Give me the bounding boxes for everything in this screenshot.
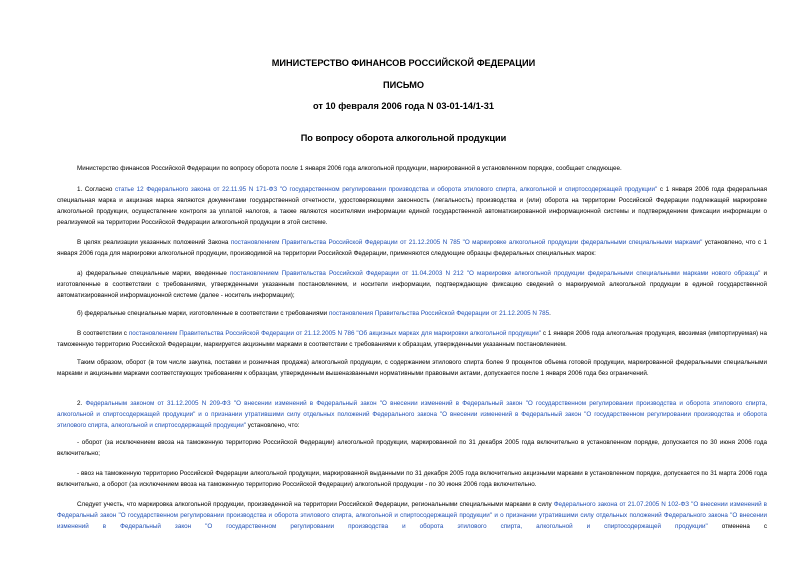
link-resolution-786[interactable]: постановлением Правительства Российской Федерации от 21.12.2005 N 786 "Об акцизных марках для маркировки алкогольной продукции" bbox=[128, 330, 541, 337]
paragraph-intro: Министерство финансов Российской Федерации по вопросу оборота после 1 января 2006 года алкогольной продукции, маркированной в установленном порядке, сообщает следующее. bbox=[77, 165, 622, 172]
link-law-171-fz-article-12[interactable]: статье 12 Федерального закона от 22.11.95 N 171-ФЗ "О государственном регулировании производства и оборота этилового спирта, алкогольной и спиртосодержащей продукции" bbox=[115, 186, 658, 193]
paragraph-7-text-a: 2. bbox=[77, 400, 86, 407]
paragraph-8: - оборот (за исключением ввоза на таможенную территорию Российской Федерации) алкогольной продукции, маркированной по 31 декабря 2005 года включительно в установленном порядке, допускается по 30 июня 2006 года включительно; bbox=[57, 439, 767, 457]
link-law-209-fz[interactable]: Федеральным законом от 31.12.2005 N 209-ФЗ "О внесении изменений в Федеральный закон "О внесении изменений в Федеральный закон "О государственном регулировании производства и оборота этилового спирта, алкогольной и спиртосодержащей продукции" и о признании утратившими силу отдельных положений Федерального закона "О внесении изменений в Федеральный закон "О государственном регулировании производства и оборота этилового спирта, алкогольной и спиртосодержащей продукции" bbox=[57, 400, 767, 429]
paragraph-9: - ввоз на таможенную территорию Российской Федерации алкогольной продукции, маркированной выданными по 31 декабря 2005 года включительно акцизными марками в установленном порядке, допускается по 31 марта 2006 года включительно, а оборот (за исключением ввоза на таможенную территорию Российской Федерации) алкогольной продукции - по 30 июня 2006 года включительно. bbox=[57, 470, 767, 488]
paragraph-1 bbox=[57, 184, 767, 228]
paragraph-5 bbox=[57, 328, 767, 350]
paragraph-10 bbox=[57, 499, 767, 532]
paragraph-5-text-b: с 1 января 2006 года алкогольная продукция, ввозимая (импортируемая) на таможенную территорию Российской Федерации, маркируется акцизными марками в соответствии с требованиями к образцам, утвержденными указанным постановлением. bbox=[57, 330, 767, 348]
link-resolution-785-requirements[interactable]: постановления Правительства Российской Федерации от 21.12.2005 N 785 bbox=[328, 310, 550, 317]
paragraph-4-text-a: б) федеральные специальные марки, изготовленные в соответствии с требованиями bbox=[77, 310, 329, 317]
paragraph-2 bbox=[57, 237, 767, 259]
paragraph-2-text-b: установлено, что с 1 января 2006 года для маркировки алкогольной продукции, производимой на территории Российской Федерации, применяются следующие образцы федеральных специальных марок: bbox=[57, 239, 767, 257]
document-date-number: от 10 февраля 2006 года N 03-01-14/1-31 bbox=[313, 101, 494, 111]
document-subject: По вопросу оборота алкогольной продукции bbox=[300, 133, 507, 143]
paragraph-10-text-a: Следует учесть, что маркировка алкогольной продукции, произведенной на территории Российской Федерации, региональными специальными марками в силу bbox=[77, 501, 554, 508]
link-law-102-fz[interactable]: Федерального закона от 21.07.2005 N 102-ФЗ "О внесении изменений в Федеральный закон "О государственном регулировании производства и оборота этилового спирта, алкогольной и спиртосодержащей продукции" и о признании утратившими силу отдельных положений Федерального закона "О внесении изменений в Федеральный закон "О государственном регулировании производства и оборота этилового спирта, алкогольной и спиртосодержащей продукции" bbox=[57, 501, 767, 530]
link-resolution-212[interactable]: постановлением Правительства Российской Федерации от 11.04.2003 N 212 "О маркировке алкогольной продукции федеральными специальными марками нового образца" bbox=[230, 270, 761, 277]
paragraph-7 bbox=[57, 398, 767, 431]
paragraph-4-text-b: . bbox=[549, 310, 551, 317]
paragraph-7-text-b: установлено, что: bbox=[246, 422, 300, 429]
paragraph-1-text-a: 1. Согласно bbox=[77, 186, 116, 193]
paragraph-3-item-a bbox=[57, 268, 767, 301]
paragraph-5-text-a: В соответствии с bbox=[77, 330, 129, 337]
ministry-title: МИНИСТЕРСТВО ФИНАНСОВ РОССИЙСКОЙ ФЕДЕРАЦИИ bbox=[271, 58, 536, 68]
document-type: ПИСЬМО bbox=[382, 80, 425, 90]
paragraph-3-text-a: а) федеральные специальные марки, введенные bbox=[77, 270, 230, 277]
paragraph-10-text-b: отменена с bbox=[707, 523, 768, 530]
paragraph-2-text-a: В целях реализации указанных положений Закона bbox=[77, 239, 231, 246]
paragraph-6: Таким образом, оборот (в том числе закупка, поставки и розничная продажа) алкогольной продукции, с содержанием этилового спирта более 9 процентов объема готовой продукции, маркированной федеральными специальными марками и акцизными марками соответствующих требованиям к образцам, утвержденным вышеназванными нормативными правовыми актами, допускается после 1 января 2006 года без ограничений. bbox=[57, 359, 767, 377]
paragraph-1-text-b: с 1 января 2006 года федеральная специальная марка и акцизная марка являются документами государственной отчетности, удостоверяющими законность (легальность) производства и (или) оборота на территории Российской Федерации подлежащей маркировке алкогольной продукции, осуществление контроля за уплатой налогов, а также являются носителями информации единой государственной автоматизированной информационной системы и подтверждением фиксации информации о реализуемой на территории Российской Федерации алкогольной продукции в этой системе. bbox=[57, 186, 768, 226]
paragraph-4-item-b bbox=[57, 308, 767, 319]
paragraph-3-text-b: и изготовленные в соответствии с требованиями, утвержденными указанным постановлением, и носители информации, подтверждающие фиксацию сведений о маркируемой алкогольной продукции в единой государственной автоматизированной информационной системе (далее - носитель информации); bbox=[57, 270, 767, 299]
link-resolution-785[interactable]: постановлением Правительства Российской Федерации от 21.12.2005 N 785 "О маркировке алкогольной продукции федеральными специальными марками" bbox=[230, 239, 703, 246]
